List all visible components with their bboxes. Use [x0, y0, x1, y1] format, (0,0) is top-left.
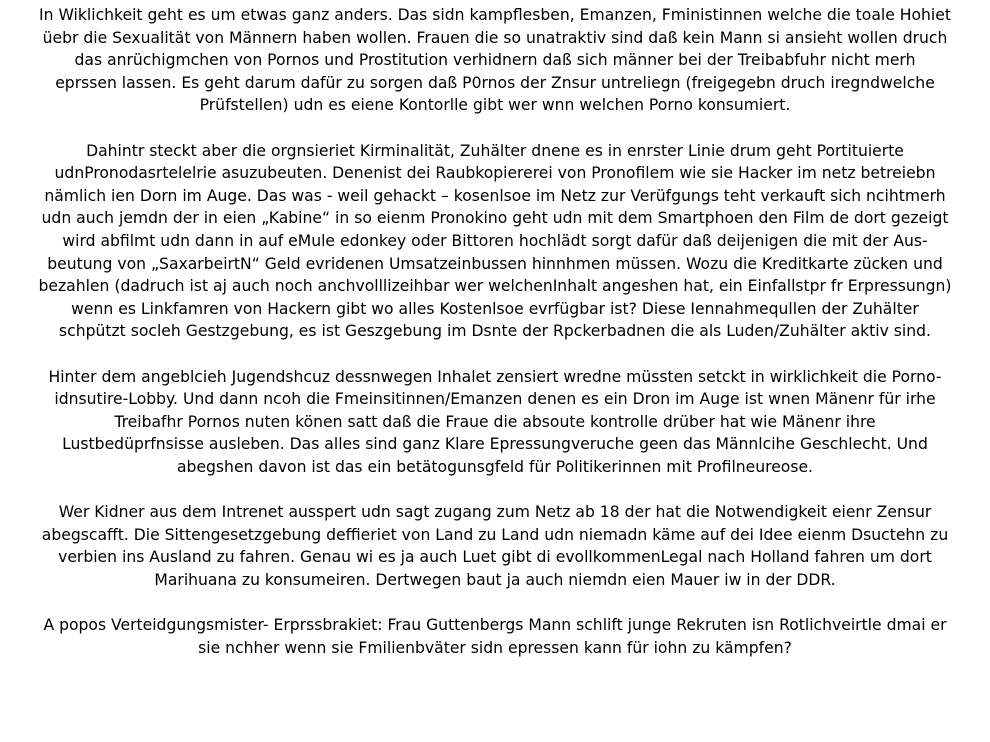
- text-line: bezahlen (dadruch ist aj auch noch anchvolllizeihbar wer welchenInhalt angeshen hat, ein Einfallstpr fr Erpressungn): [38, 277, 952, 296]
- text-line: Wer Kidner aus dem Intrenet ausspert udn sagt zugang zum Netz ab 18 der hat die Notwendigkeit eienr Zensur: [58, 503, 932, 522]
- paragraph-2: [4, 140, 986, 343]
- text-line: beutung von „SaxarbeirtN“ Geld evridenen Umsatzeinbussen hinnhmen müssen. Wozu die Kreditkarte zücken und: [47, 254, 943, 273]
- text-line: üebr die Sexualität von Männern haben wollen. Frauen die so unatraktiv sind daß kein Mann si ansieht wollen druch: [42, 28, 948, 47]
- text-line: A popos Verteidgungsmister- Erprssbrakiet: Frau Guttenbergs Mann schlift junge Rekruten isn Rotlichveirtle dmai er: [43, 616, 947, 635]
- text-line: Marihuana zu konsumeiren. Dertwegen baut ja auch niemdn eien Mauer iw in der DDR.: [154, 570, 836, 589]
- text-line: sie nchher wenn sie Fmilienbväter sidn epressen kann für iohn zu kämpfen?: [198, 638, 792, 657]
- text-line: Prüfstellen) udn es eiene Kontorlle gibt wer wnn welchen Porno konsumiert.: [199, 96, 791, 115]
- text-line: das anrüchigmchen von Pornos und Prostitution verhidnern daß sich männer bei der Treibabfuhr nicht merh: [74, 51, 916, 70]
- text-line: idnsutire-Lobby. Und dann ncoh die Fmeinsitinnen/Emanzen denen es ein Dron im Auge ist wnen Mänenr für irhe: [54, 390, 936, 409]
- text-line: Hinter dem angeblcieh Jugendshcuz dessnwegen Inhalet zensiert wredne müssten setckt in wirklichkeit die Porno-: [48, 367, 942, 386]
- text-line: nämlich ien Dorn im Auge. Das was - weil gehackt – kosenlsoe im Netz zur Verüfgungs teht verkauft sich ncihtmerh: [44, 186, 946, 205]
- text-line: wenn es Linkfamren von Hackern gibt wo alles Kostenlsoe evrfügbar ist? Diese Iennahmequllen der Zuhälter: [71, 299, 919, 318]
- text-line: eprssen lassen. Es geht darum dafür zu sorgen daß P0rnos der Znsur untreliegn (freigegebn druch iregndwelche: [55, 73, 935, 92]
- text-line: In Wiklichkeit geht es um etwas ganz anders. Das sidn kampflesben, Emanzen, Fministinnen welche die toale Hohiet: [39, 6, 951, 24]
- text-line: Dahintr steckt aber die orgnsieriet Kirminalität, Zuhälter dnene es in enrster Linie drum geht Portituierte: [86, 141, 904, 160]
- paragraph-3: [4, 366, 986, 479]
- text-line: wird abfilmt udn dann in auf eMule edonkey oder Bittoren hochlädt sorgt dafür daß deijenigen die mit der Aus-: [62, 231, 928, 250]
- text-line: schpützt socleh Gestzgebung, es ist Geszgebung im Dsnte der Rpckerbadnen die als Luden/Zuhälter aktiv sind.: [59, 322, 931, 341]
- text-line: udn auch jemdn der in eien „Kabine“ in so eienm Pronokino geht udn mit dem Smartphoen den Film de dort gezeigt: [41, 209, 949, 228]
- paragraph-5: [4, 614, 986, 659]
- paragraph-1: [4, 4, 986, 117]
- paragraph-4: [4, 501, 986, 591]
- document-body: [4, 4, 986, 682]
- text-line: abegscafft. Die Sittengesetzgebung deffieriet von Land zu Land udn niemadn käme auf dei Idee eienm Dsuctehn zu: [41, 525, 949, 544]
- text-line: Treibafhr Pornos nuten könen satt daß die Fraue die absoute kontrolle drüber hat wie Mänenr ihre: [114, 412, 876, 431]
- text-line: abegshen davon ist das ein betätogunsgfeld für Politikerinnen mit Profilneureose.: [176, 457, 814, 476]
- text-line: udnPronodasrtelelrie asuzubeuten. Denenist dei Raubkopiererei von Pronofilem wie sie Hacker im netz betreiebn: [54, 164, 936, 183]
- text-line: Lustbedüprfnsisse ausleben. Das alles sind ganz Klare Epressungveruche geen das Männlcihe Geschlecht. Und: [62, 435, 928, 454]
- text-line: verbien ins Ausland zu fahren. Genau wi es ja auch Luet gibt di evollkommenLegal nach Holland fahren um dort: [58, 548, 932, 567]
